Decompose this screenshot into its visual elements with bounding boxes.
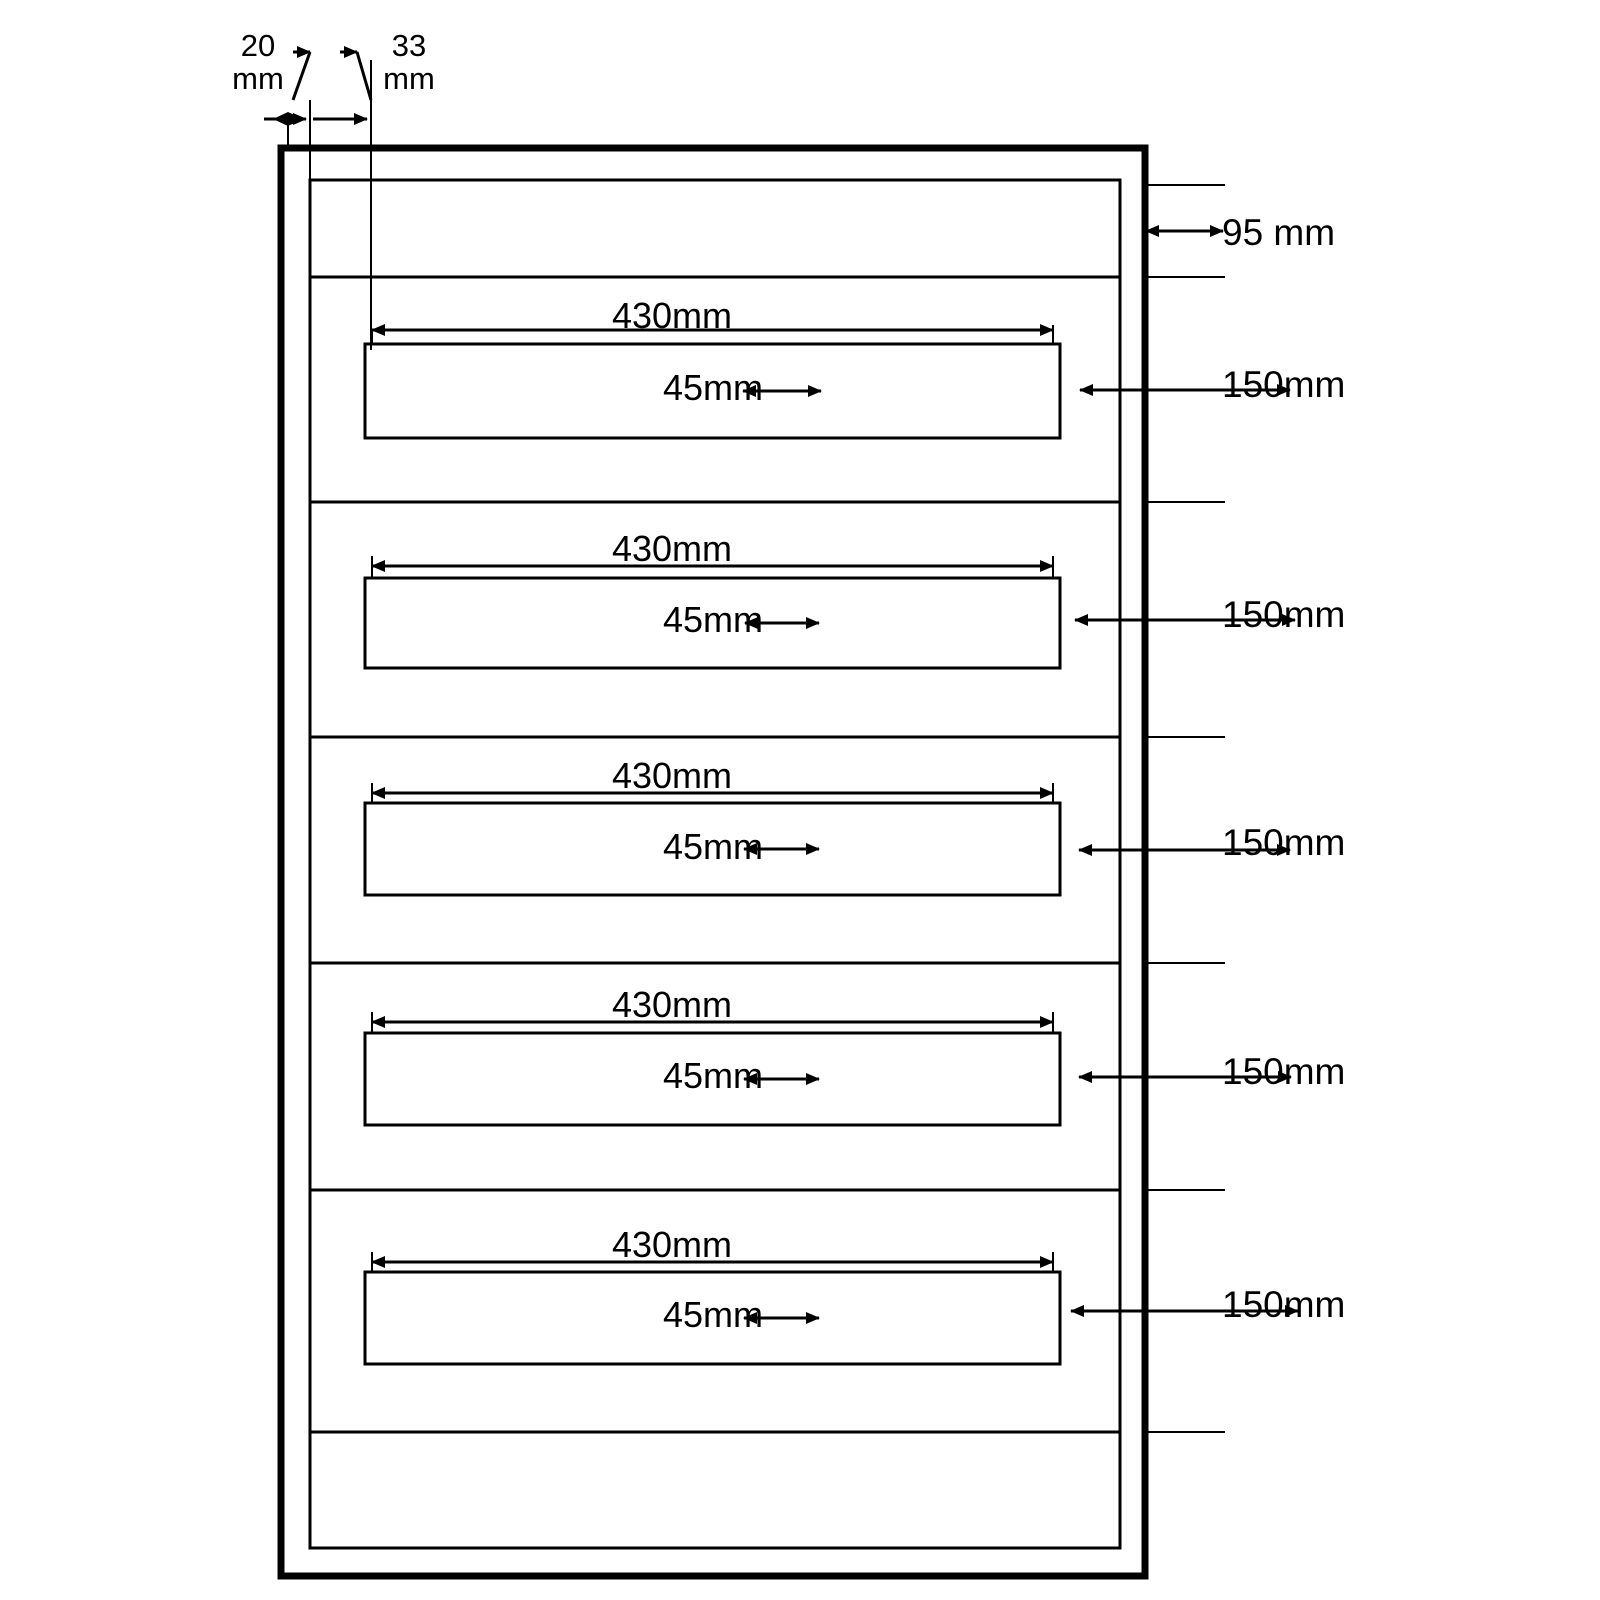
drawer-3-width-label: 430mm: [611, 755, 733, 796]
right-dimension-6: 150mm: [1222, 1284, 1346, 1325]
top-dimension-33mm: [383, 30, 435, 95]
top-dimension-33mm-value: 33: [391, 28, 427, 63]
right-dimension-5: 150mm: [1222, 1051, 1346, 1092]
right-dimension-4: 150mm: [1222, 822, 1346, 863]
top-dimension-20mm-value: 20: [240, 28, 276, 63]
right-dimension-1: 95 mm: [1222, 212, 1336, 253]
drawer-5-height-label: 45mm: [662, 1294, 764, 1335]
drawer-2-height-label: 45mm: [662, 599, 764, 640]
drawer-3-height-label: 45mm: [662, 826, 764, 867]
width-dimension-arrows: [372, 325, 1053, 1272]
top-dimension-33mm-unit: mm: [383, 60, 435, 96]
drawer-4-height-label: 45mm: [662, 1055, 764, 1096]
drawer-4-width-label: 430mm: [611, 984, 733, 1025]
right-dimension-2: 150mm: [1222, 364, 1346, 405]
right-dimension-3: 150mm: [1222, 594, 1346, 635]
top-dimension-20mm-unit: mm: [232, 60, 284, 96]
drawer-2-width-label: 430mm: [611, 528, 733, 569]
drawer-1-height-label: 45mm: [662, 367, 764, 408]
drawer-5-width-label: 430mm: [611, 1224, 733, 1265]
top-dimension-20mm: [232, 30, 284, 95]
drawer-1-width-label: 430mm: [611, 295, 733, 336]
